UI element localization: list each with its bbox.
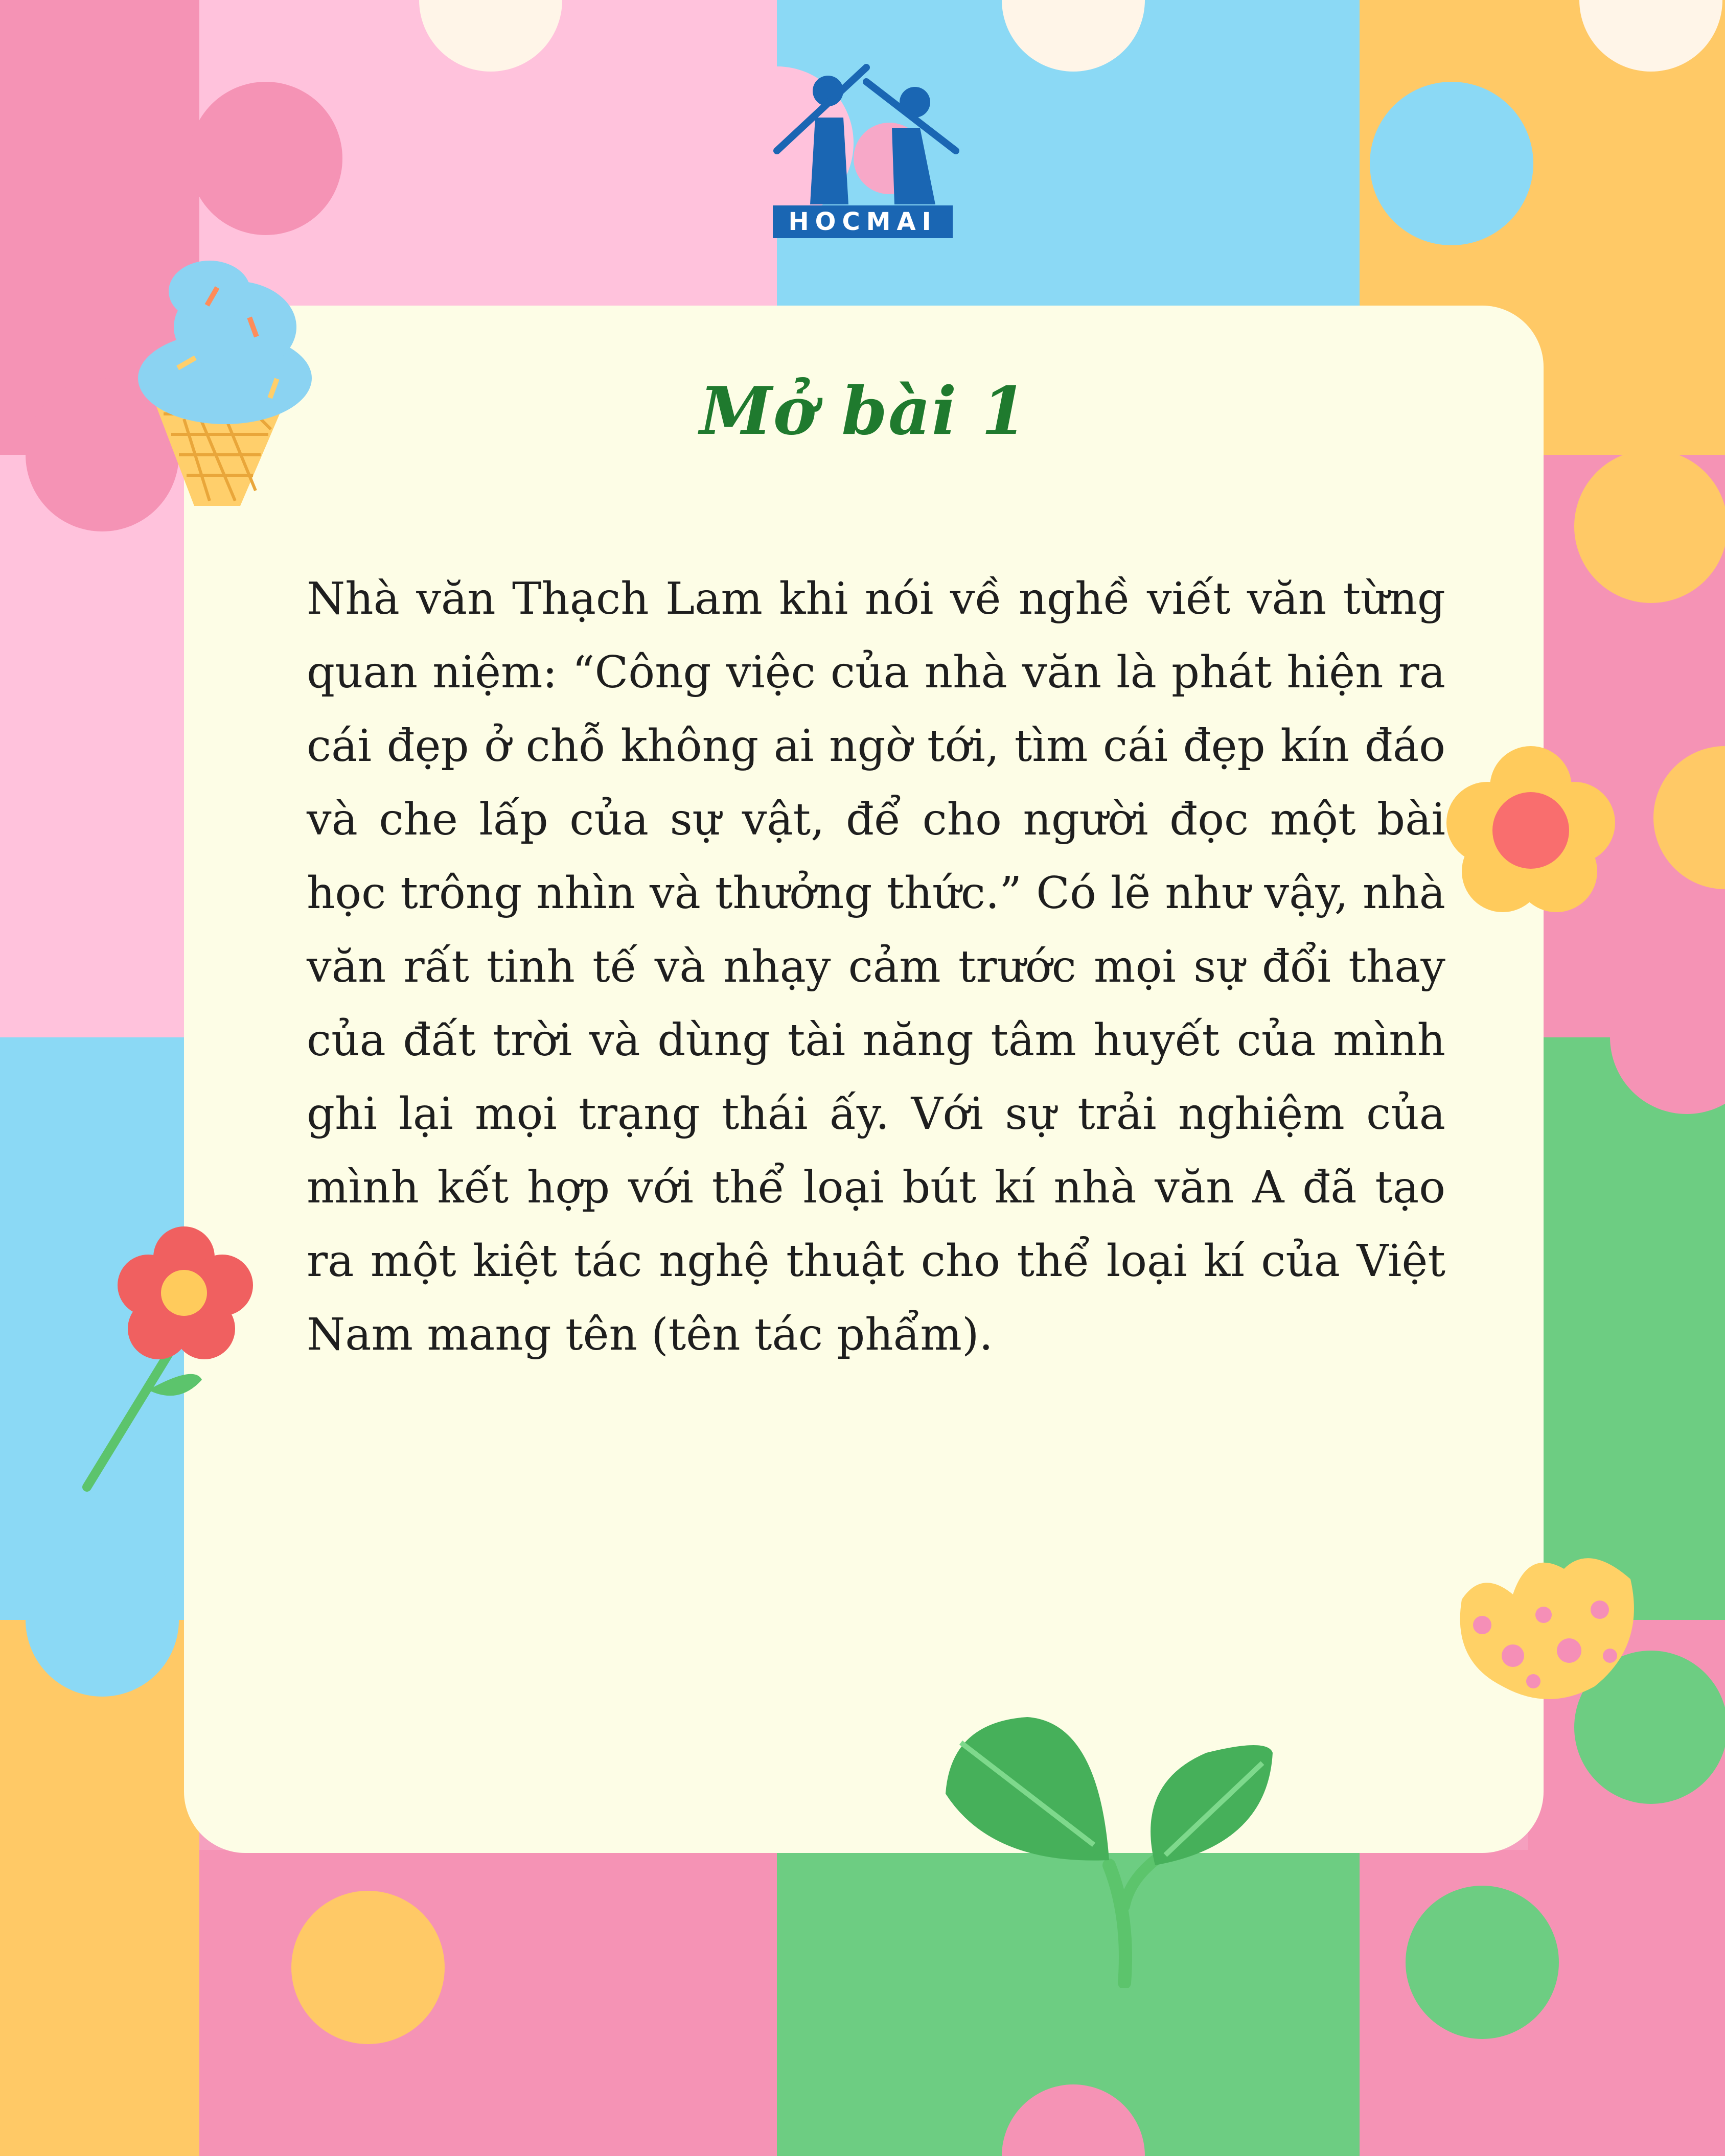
flower-stem-icon bbox=[77, 1226, 281, 1492]
page-title: Mở bài 1 bbox=[699, 373, 1028, 450]
tulip-icon bbox=[1452, 1543, 1646, 1707]
body-paragraph: Nhà văn Thạch Lam khi nói về nghề viết văn từng quan niệm: “Công việc của nhà văn là phát hiện ra cái đẹp ở chỗ không ai ngờ tới, tìm cái đẹp kín đáo và che lấp của sự vật, để cho người đọc một bài học trông nhìn và thưởng thức.” Có lẽ như vậy, nhà văn rất tinh tế và nhạy cảm trước mọi sự đổi thay của đất trời và dùng tài năng tâm huyết của mình ghi lại mọi trạng thái ấy. Với sự trải nghiệm của mình kết hợp với thể loại bút kí nhà văn A đã tạo ra một kiệt tác nghệ thuật cho thể loại kí của Việt Nam mang tên (tên tác phẩm). bbox=[307, 573, 1445, 1360]
sprout-icon bbox=[940, 1712, 1278, 1988]
logo-text: HOCMAI bbox=[773, 205, 953, 238]
flower-icon bbox=[1446, 746, 1615, 915]
